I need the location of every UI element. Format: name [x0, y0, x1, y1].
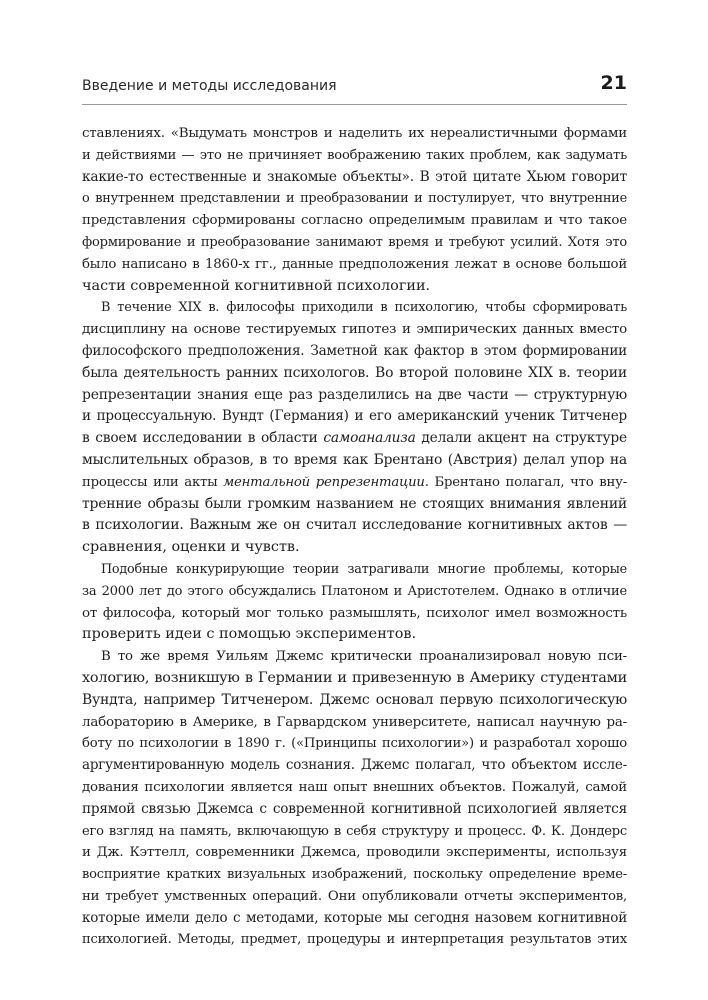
text-line: которые имели дело с методами, которые мы сегодня назовем когнитивной [82, 909, 627, 926]
text-line: В то же время Уильям Джемс критически проанализировал новую пси- [101, 649, 627, 665]
text-line: была деятельность ранних психологов. Во второй половине XIX в. теории [82, 364, 627, 381]
text-line: дисциплину на основе тестируемых гипотез и эмпирических данных вместо [82, 322, 627, 338]
text-line: психологией. Методы, предмет, процедуры и интерпретация результатов этих [82, 932, 627, 948]
text-line: и действиями — это не причиняет воображению таких проблем, как задумать [82, 147, 627, 163]
text-line: формирование и преобразование занимают время и требуют усилий. Хотя это [82, 234, 627, 250]
text-line: аргументированную модель сознания. Джемс полагал, что объектом иссле- [82, 757, 627, 774]
text-line: о внутреннем представлении и преобразовании и постулирует, что внутренние [82, 191, 627, 207]
text-line-with-emphasis [82, 472, 627, 494]
text-line: боту по психологии в 1890 г. («Принципы психологии») и разработал хорошо [82, 736, 627, 752]
text-line: ни требует умственных операций. Они опубликовали отчеты экспериментов, [82, 888, 627, 904]
text-line: дования психологии является наш опыт внешних объектов. Пожалуй, самой [82, 779, 627, 795]
text-line: репрезентации знания еще раз разделились на две части — структурную [82, 386, 627, 403]
emphasized-term: самоанализа [323, 430, 416, 447]
text-line: прямой связью Джемса с современной когнитивной психологией является [82, 800, 627, 817]
paragraph-2 [82, 297, 627, 559]
paragraph-1 [82, 123, 627, 297]
text-segment: процессы или акты [82, 474, 218, 490]
text-line: мыслительных образов, в то время как Брентано (Австрия) делал упор на [82, 451, 627, 468]
text-line: хологию, возникшую в Германии и привезенную в Америку студентами [82, 669, 627, 686]
text-line: ставлениях. «Выдумать монстров и наделить их нереалистичными формами [82, 126, 627, 141]
text-line: философского предположения. Заметной как фактор в этом формировании [82, 342, 627, 359]
page-number: 21 [600, 72, 627, 94]
text-line: его взгляд на память, включающую в себя структуру и процесс. Ф. К. Дондерс [82, 823, 627, 839]
body-text [82, 123, 627, 951]
header-divider [82, 104, 627, 105]
text-segment: делали акцент на структуре [421, 430, 627, 447]
chapter-title: Введение и методы исследования [82, 78, 337, 94]
text-line: какие-то естественные и знакомые объекты». В этой цитате Хьюм говорит [82, 168, 627, 185]
paragraph-4 [82, 646, 627, 951]
text-line-with-emphasis [82, 428, 627, 450]
text-line: представления сформированы согласно определимым правилам и что такое [82, 213, 627, 229]
text-segment: в своем исследовании в области [82, 430, 318, 447]
text-line: тренние образы были громким названием не стоящих внимания явлений [82, 495, 627, 512]
text-line: В течение XIX в. философы приходили в психологию, чтобы сформировать [101, 300, 627, 316]
text-line: за 2000 лет до этого обсуждались Платоном и Аристотелем. Однако в отличие [82, 583, 627, 599]
paragraph-3 [82, 559, 627, 646]
text-line: от философа, который мог только размышлять, психолог имел возможность [82, 605, 627, 621]
text-line: Вундта, например Титченером. Джемс основал первую психологическую [82, 691, 627, 708]
running-header [82, 70, 627, 100]
text-line: проверить идеи с помощью экспериментов. [82, 626, 417, 643]
text-line: было написано в 1860-х гг., данные предположения лежат в основе большой [82, 256, 627, 272]
text-line: в психологии. Важным же он считал исследование когнитивных актов — [82, 517, 627, 534]
text-line: сравнения, оценки и чувств. [82, 539, 300, 556]
text-segment: . Брентано полагал, что вну- [424, 474, 627, 490]
text-line: Подобные конкурирующие теории затрагивали многие проблемы, которые [101, 561, 627, 577]
text-line: лабораторию в Америке, в Гарвардском университете, написал научную ра- [82, 714, 627, 730]
text-line: части современной когнитивной психологии. [82, 277, 431, 294]
text-line: и процессуальную. Вундт (Германия) и его американский ученик Титченер [82, 408, 627, 425]
text-line: восприятие кратких визуальных изображений, поскольку определение време- [82, 867, 627, 883]
text-line: и Дж. Кэттелл, современники Джемса, проводили эксперименты, используя [82, 845, 627, 861]
emphasized-term: ментальной репрезентации [223, 474, 425, 490]
